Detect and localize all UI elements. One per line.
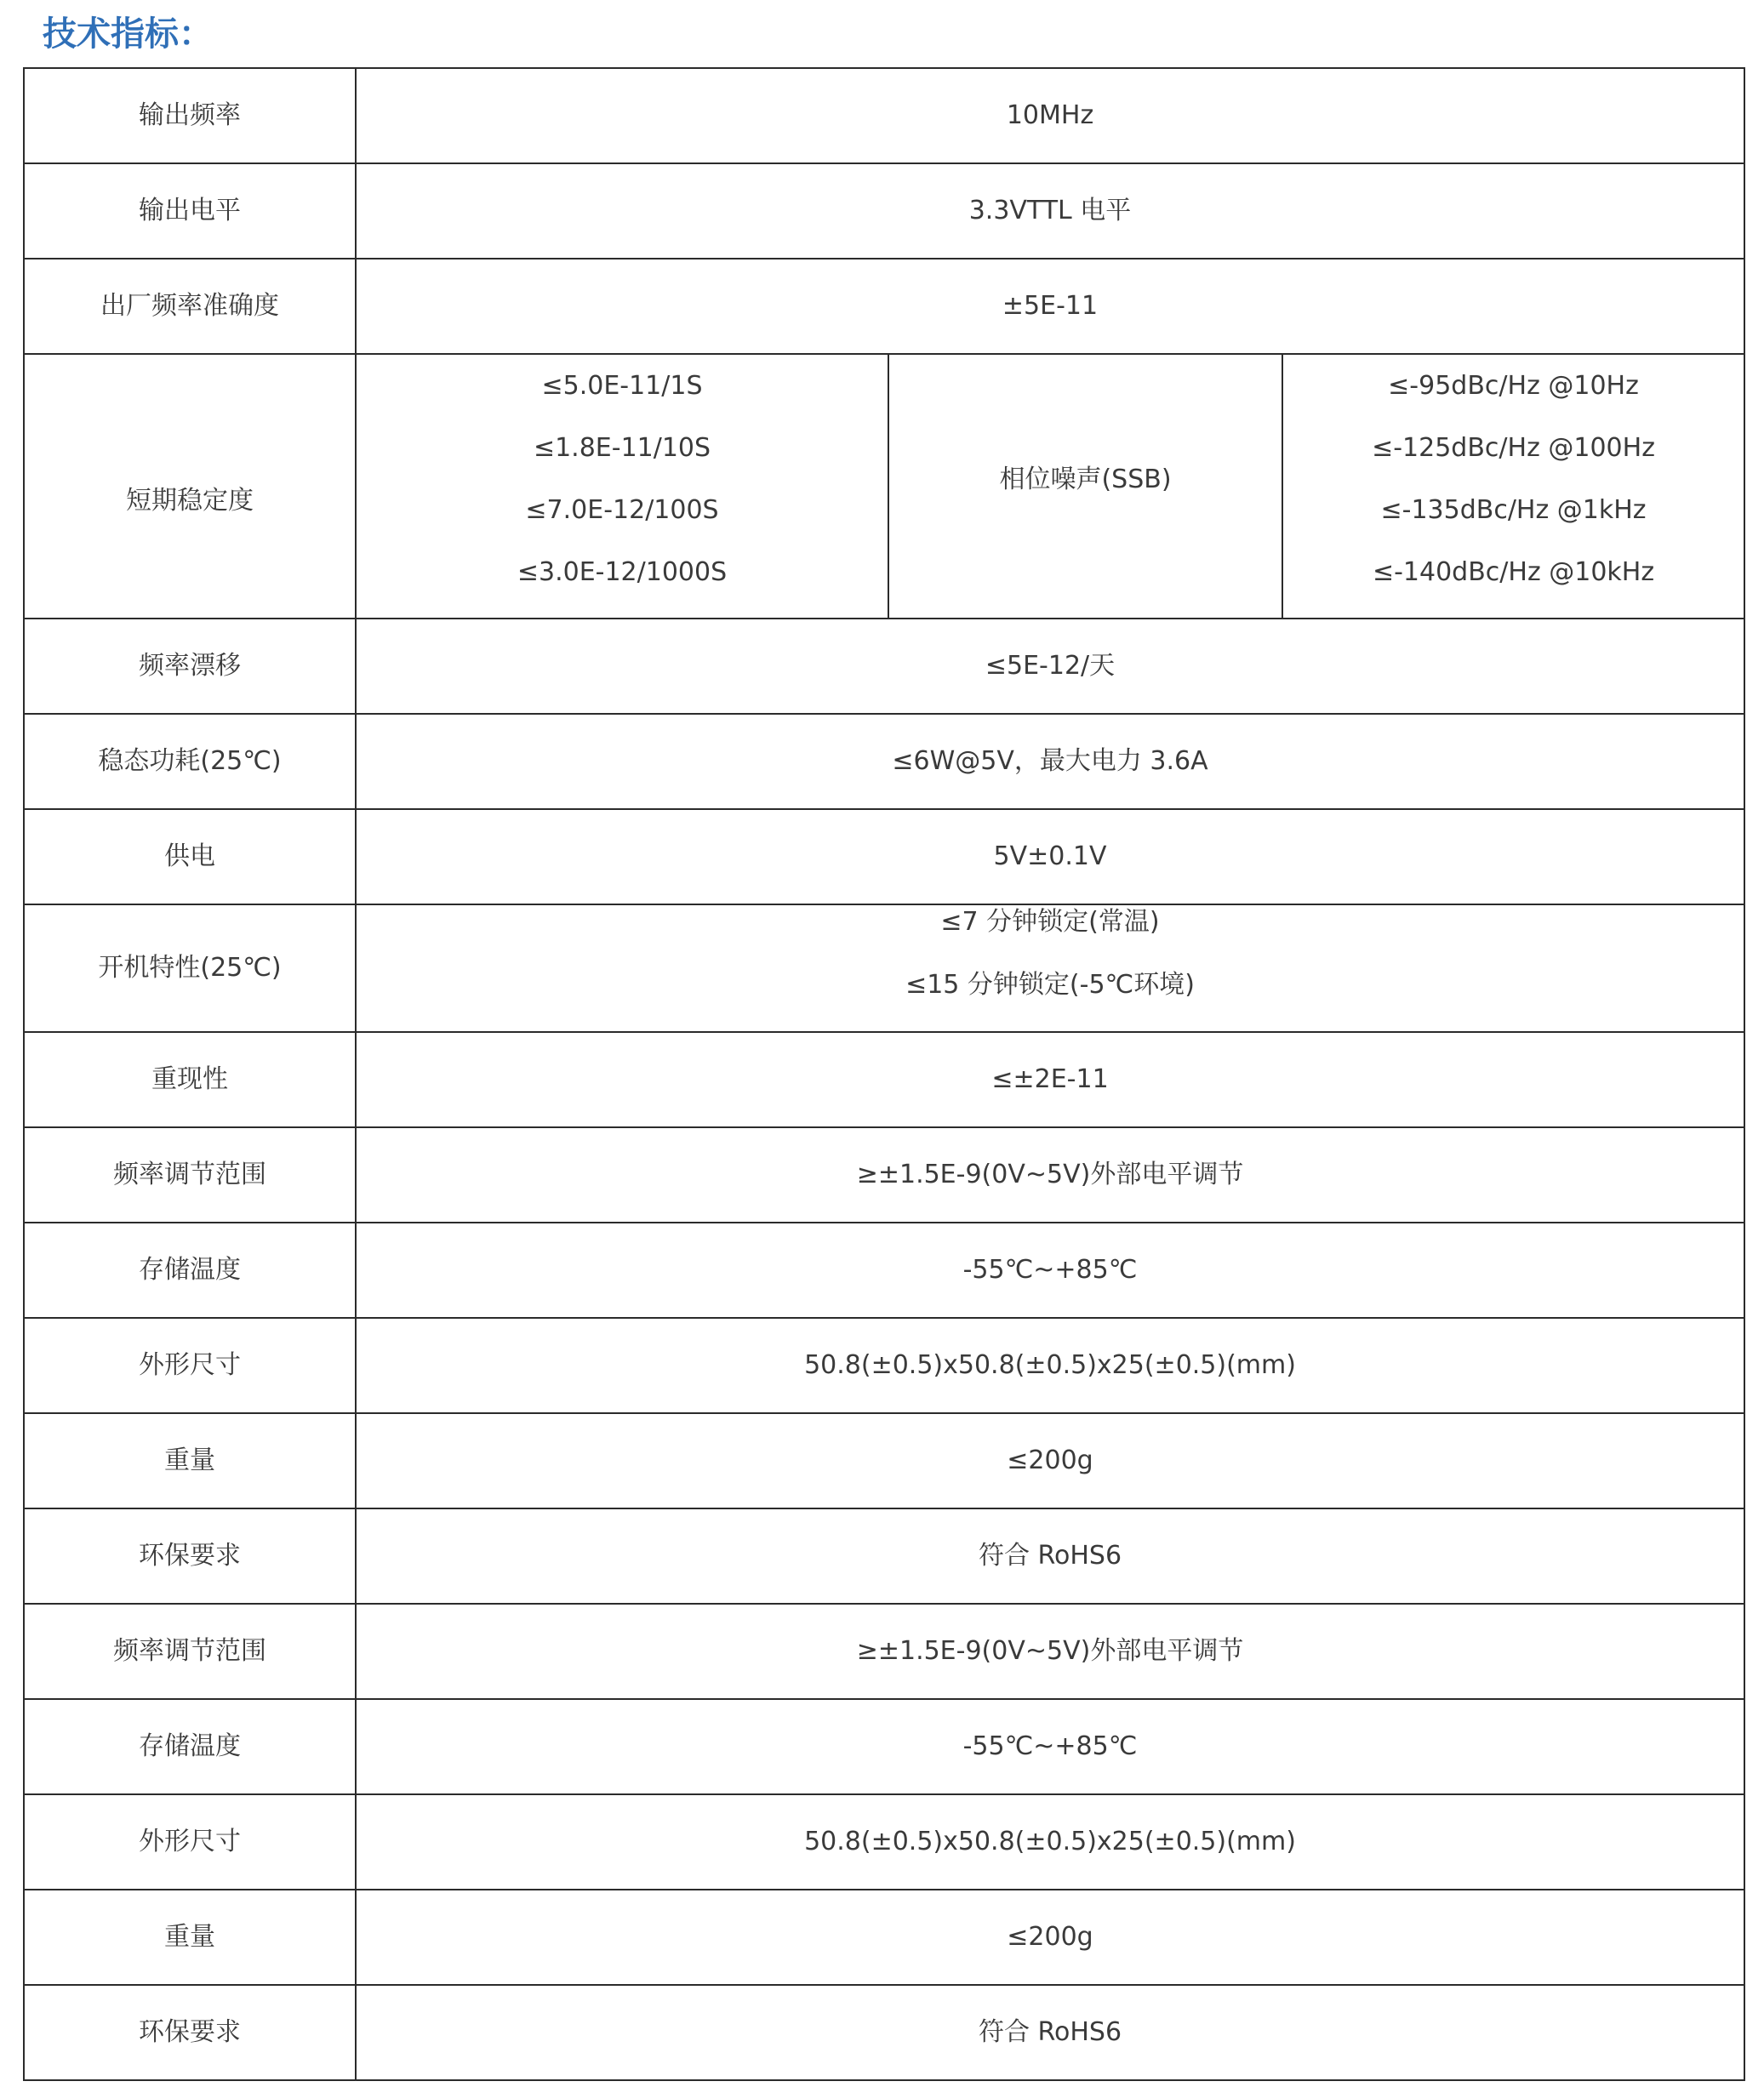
spec-label: 稳态功耗(25℃) bbox=[24, 714, 356, 809]
phase-noise-values bbox=[1282, 354, 1744, 619]
stability-values bbox=[356, 354, 888, 619]
spec-value: ≥±1.5E-9(0V~5V)外部电平调节 bbox=[356, 1604, 1744, 1699]
table-row bbox=[24, 1699, 1744, 1794]
table-row bbox=[24, 354, 1744, 619]
table-row bbox=[24, 1127, 1744, 1223]
spec-value: 10MHz bbox=[356, 68, 1744, 163]
spec-label: 频率调节范围 bbox=[24, 1127, 356, 1223]
spec-value: ≤200g bbox=[356, 1413, 1744, 1508]
spec-label: 重量 bbox=[24, 1413, 356, 1508]
table-row bbox=[24, 1604, 1744, 1699]
spec-value: ≥±1.5E-9(0V~5V)外部电平调节 bbox=[356, 1127, 1744, 1223]
spec-value bbox=[356, 904, 1744, 1032]
spec-label: 频率调节范围 bbox=[24, 1604, 356, 1699]
spec-value: 符合 RoHS6 bbox=[356, 1985, 1744, 2080]
spec-value: 50.8(±0.5)x50.8(±0.5)x25(±0.5)(mm) bbox=[356, 1318, 1744, 1413]
spec-label: 输出电平 bbox=[24, 163, 356, 259]
table-row bbox=[24, 904, 1744, 1032]
stability-value: ≤3.0E-12/1000S bbox=[517, 557, 728, 587]
spec-value: ±5E-11 bbox=[356, 259, 1744, 354]
spec-label: 重量 bbox=[24, 1890, 356, 1985]
table-row bbox=[24, 259, 1744, 354]
phase-noise-value: ≤-95dBc/Hz @10Hz bbox=[1388, 371, 1639, 401]
startup-value: ≤7 分钟锁定(常温) bbox=[940, 907, 1160, 937]
spec-label: 出厂频率准确度 bbox=[24, 259, 356, 354]
phase-noise-value: ≤-140dBc/Hz @10kHz bbox=[1372, 557, 1655, 587]
stability-value: ≤5.0E-11/1S bbox=[541, 371, 703, 401]
spec-value: ≤5E-12/天 bbox=[356, 619, 1744, 714]
stability-value: ≤7.0E-12/100S bbox=[525, 495, 719, 525]
spec-value: -55℃~+85℃ bbox=[356, 1699, 1744, 1794]
table-row bbox=[24, 1508, 1744, 1604]
table-row bbox=[24, 714, 1744, 809]
spec-value: 50.8(±0.5)x50.8(±0.5)x25(±0.5)(mm) bbox=[356, 1794, 1744, 1890]
table-row bbox=[24, 1318, 1744, 1413]
spec-label: 重现性 bbox=[24, 1032, 356, 1127]
spec-value: 5V±0.1V bbox=[356, 809, 1744, 904]
table-row bbox=[24, 1223, 1744, 1318]
table-row bbox=[24, 1985, 1744, 2080]
spec-label: 外形尺寸 bbox=[24, 1318, 356, 1413]
startup-value: ≤15 分钟锁定(-5℃环境) bbox=[905, 970, 1195, 1000]
spec-label: 环保要求 bbox=[24, 1985, 356, 2080]
spec-value: ≤6W@5V，最大电力 3.6A bbox=[356, 714, 1744, 809]
table-row bbox=[24, 68, 1744, 163]
spec-value: ≤200g bbox=[356, 1890, 1744, 1985]
spec-label: 存储温度 bbox=[24, 1223, 356, 1318]
phase-noise-value: ≤-135dBc/Hz @1kHz bbox=[1380, 495, 1647, 525]
spec-value: 3.3VTTL 电平 bbox=[356, 163, 1744, 259]
spec-label: 输出频率 bbox=[24, 68, 356, 163]
spec-value: 符合 RoHS6 bbox=[356, 1508, 1744, 1604]
spec-label: 环保要求 bbox=[24, 1508, 356, 1604]
table-row bbox=[24, 163, 1744, 259]
spec-label: 开机特性(25℃) bbox=[24, 904, 356, 1032]
spec-value: -55℃~+85℃ bbox=[356, 1223, 1744, 1318]
spec-table bbox=[23, 67, 1745, 2081]
table-row bbox=[24, 1413, 1744, 1508]
table-row bbox=[24, 1032, 1744, 1127]
spec-value: ≤±2E-11 bbox=[356, 1032, 1744, 1127]
spec-label: 频率漂移 bbox=[24, 619, 356, 714]
table-row bbox=[24, 1890, 1744, 1985]
phase-noise-value: ≤-125dBc/Hz @100Hz bbox=[1372, 433, 1655, 463]
phase-noise-label-cell bbox=[888, 354, 1282, 619]
spec-label: 外形尺寸 bbox=[24, 1794, 356, 1890]
table-row bbox=[24, 619, 1744, 714]
table-row bbox=[24, 809, 1744, 904]
spec-label: 供电 bbox=[24, 809, 356, 904]
stability-value: ≤1.8E-11/10S bbox=[533, 433, 711, 463]
section-title: 技术指标： bbox=[43, 14, 213, 54]
spec-label: 存储温度 bbox=[24, 1699, 356, 1794]
table-row bbox=[24, 1794, 1744, 1890]
spec-label: 短期稳定度 bbox=[24, 354, 356, 619]
phase-noise-label: 相位噪声(SSB) bbox=[999, 464, 1172, 494]
